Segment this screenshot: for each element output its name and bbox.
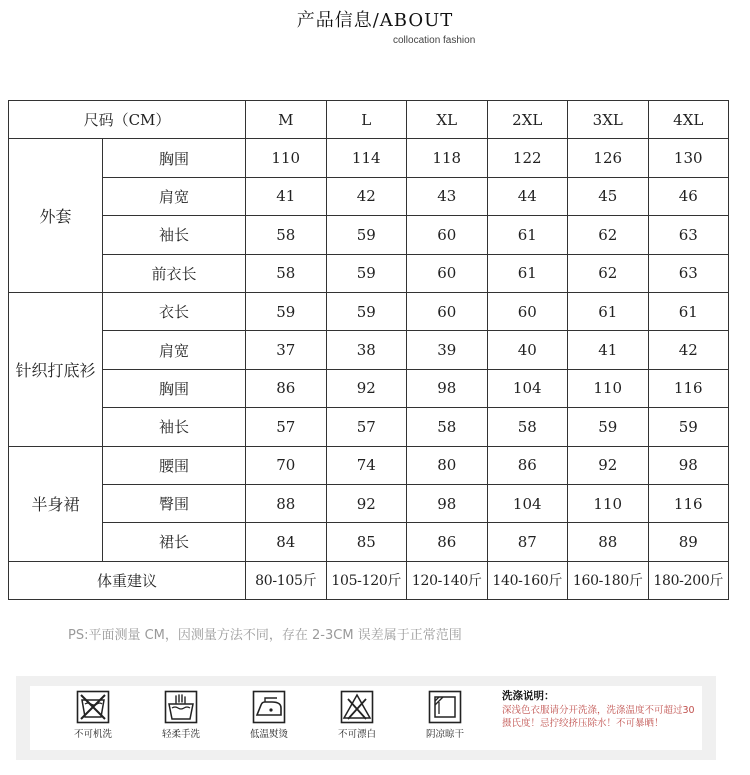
measurement-note: PS:平面测量 CM，因测量方法不同，存在 2-3CM 误差属于正常范围 [68,628,462,643]
table-cell: 88 [246,484,327,522]
row-label: 衣长 [103,292,246,330]
table-cell: 118 [407,139,488,177]
table-cell: 59 [326,254,407,292]
table-cell: 40 [487,331,568,369]
table-row [9,139,729,177]
care-symbol [58,690,128,740]
care-symbol-label: 低温熨烫 [249,729,288,740]
care-symbol [322,690,392,740]
care-symbol-label: 轻柔手洗 [161,729,200,740]
table-cell: 63 [648,216,729,254]
table-row [9,408,729,446]
table-cell: 86 [246,369,327,407]
table-cell: 58 [487,408,568,446]
table-cell: 98 [648,446,729,484]
size-header-row [9,101,729,139]
weight-cell: 160-180斤 [568,561,649,599]
table-cell: 58 [246,254,327,292]
weight-cell: 140-160斤 [487,561,568,599]
table-cell: 92 [326,369,407,407]
table-row [9,523,729,561]
table-cell: 39 [407,331,488,369]
table-cell: 41 [568,331,649,369]
table-row [9,331,729,369]
table-cell: 61 [568,292,649,330]
care-instructions-panel [16,676,716,760]
size-col-header: 2XL [487,101,568,139]
table-cell: 46 [648,177,729,215]
table-cell: 41 [246,177,327,215]
table-cell: 42 [326,177,407,215]
size-col-header: M [246,101,327,139]
table-cell: 104 [487,369,568,407]
table-row [9,292,729,330]
table-cell: 98 [407,484,488,522]
table-cell: 74 [326,446,407,484]
table-cell: 61 [487,216,568,254]
size-table [8,100,729,600]
group-label: 半身裙 [9,446,103,561]
row-label: 胸围 [103,369,246,407]
wash-instructions-title: 洗涤说明： [502,690,555,702]
table-cell: 84 [246,523,327,561]
care-symbol [234,690,304,740]
table-cell: 85 [326,523,407,561]
table-cell: 116 [648,369,729,407]
table-cell: 43 [407,177,488,215]
table-cell: 60 [407,216,488,254]
table-cell: 92 [326,484,407,522]
table-cell: 92 [568,446,649,484]
row-label: 胸围 [103,139,246,177]
table-cell: 87 [487,523,568,561]
size-col-header: L [326,101,407,139]
table-cell: 70 [246,446,327,484]
row-label: 裙长 [103,523,246,561]
table-cell: 88 [568,523,649,561]
table-cell: 38 [326,331,407,369]
table-cell: 110 [246,139,327,177]
table-cell: 89 [648,523,729,561]
table-cell: 59 [326,216,407,254]
gentle-hand-wash-icon [164,690,198,724]
table-cell: 110 [568,369,649,407]
table-cell: 59 [246,292,327,330]
table-cell: 116 [648,484,729,522]
care-instructions-card [30,686,702,750]
table-cell: 80 [407,446,488,484]
size-col-header: 4XL [648,101,729,139]
table-cell: 104 [487,484,568,522]
weight-row [9,561,729,599]
table-cell: 57 [326,408,407,446]
table-cell: 114 [326,139,407,177]
care-symbol-label: 阴凉晾干 [425,729,464,740]
table-cell: 59 [568,408,649,446]
no-machine-wash-icon [76,690,110,724]
weight-label: 体重建议 [9,561,246,599]
weight-cell: 80-105斤 [246,561,327,599]
table-cell: 60 [487,292,568,330]
size-header-label: 尺码（CM） [9,101,246,139]
group-label: 外套 [9,139,103,293]
shade-dry-icon [428,690,462,724]
row-label: 前衣长 [103,254,246,292]
wash-instructions [502,690,698,730]
table-cell: 130 [648,139,729,177]
table-cell: 86 [487,446,568,484]
group-label: 针织打底衫 [9,292,103,446]
row-label: 袖长 [103,408,246,446]
table-cell: 59 [326,292,407,330]
table-cell: 63 [648,254,729,292]
size-col-header: 3XL [568,101,649,139]
table-row [9,484,729,522]
row-label: 臀围 [103,484,246,522]
row-label: 腰围 [103,446,246,484]
table-row [9,216,729,254]
table-cell: 86 [407,523,488,561]
row-label: 袖长 [103,216,246,254]
table-cell: 37 [246,331,327,369]
low-temp-iron-icon [252,690,286,724]
page-title: 产品信息/ABOUT [296,10,454,31]
weight-cell: 120-140斤 [407,561,488,599]
page-subtitle: collocation fashion [393,35,476,46]
table-cell: 98 [407,369,488,407]
table-cell: 62 [568,254,649,292]
weight-cell: 105-120斤 [326,561,407,599]
table-cell: 44 [487,177,568,215]
table-cell: 122 [487,139,568,177]
table-row [9,177,729,215]
weight-cell: 180-200斤 [648,561,729,599]
row-label: 肩宽 [103,331,246,369]
no-bleach-icon [340,690,374,724]
care-symbol-label: 不可漂白 [337,729,376,740]
care-symbol-label: 不可机洗 [73,729,112,740]
care-symbol [410,690,480,740]
table-cell: 61 [648,292,729,330]
table-cell: 45 [568,177,649,215]
table-cell: 61 [487,254,568,292]
table-cell: 126 [568,139,649,177]
table-cell: 60 [407,254,488,292]
table-cell: 59 [648,408,729,446]
table-cell: 42 [648,331,729,369]
size-col-header: XL [407,101,488,139]
table-cell: 60 [407,292,488,330]
table-cell: 58 [246,216,327,254]
care-symbol [146,690,216,740]
row-label: 肩宽 [103,177,246,215]
table-row [9,254,729,292]
table-row [9,369,729,407]
table-cell: 58 [407,408,488,446]
wash-instructions-body: 深浅色衣服请分开洗涤，洗涤温度不可超过30摄氏度！忌拧绞挤压除水！不可暴晒！ [502,705,695,729]
table-row [9,446,729,484]
table-cell: 62 [568,216,649,254]
table-cell: 57 [246,408,327,446]
table-cell: 110 [568,484,649,522]
